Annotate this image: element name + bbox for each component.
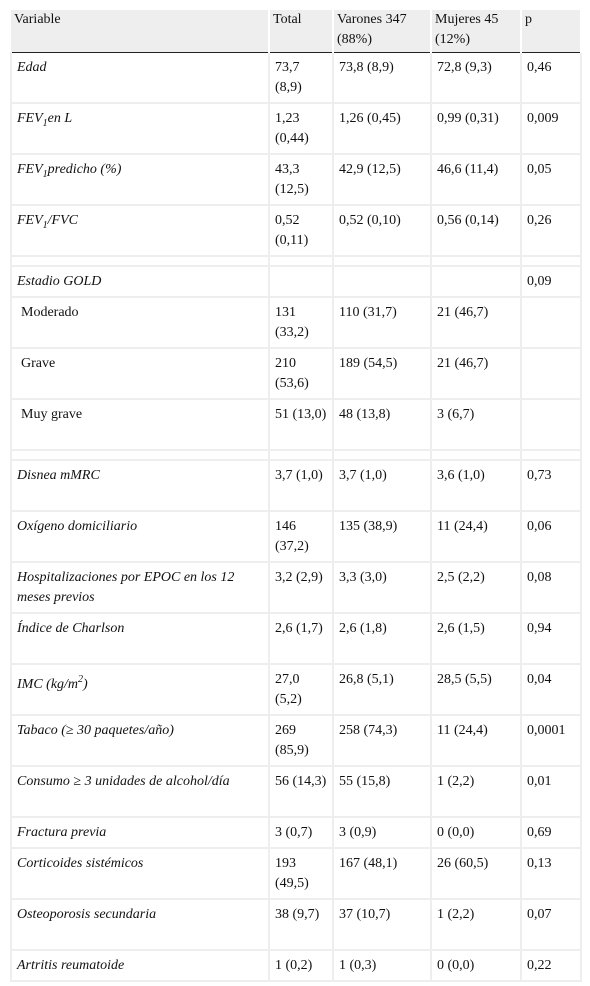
cell-p: 0,01	[521, 766, 581, 817]
header-women: Mujeres 45 (12%)	[431, 10, 521, 53]
row-label: Corticoides sistémicos	[11, 848, 269, 899]
cell-total: 210 (53,6)	[269, 348, 333, 399]
row-label: Moderado	[11, 297, 269, 348]
cell-p: 0,009	[521, 103, 581, 154]
table-row	[11, 899, 581, 950]
cell-women: 28,5 (5,5)	[431, 664, 521, 715]
cell-total: 193 (49,5)	[269, 848, 333, 899]
cell-p: 0,73	[521, 460, 581, 511]
cell-men: 258 (74,3)	[333, 715, 431, 766]
cell-p: 0,13	[521, 848, 581, 899]
table-row	[11, 266, 581, 297]
table-row	[11, 562, 581, 613]
row-label: $FEV_1$/FVC	[11, 205, 269, 256]
row-label: IMC $(kg/m^2)$	[11, 664, 269, 715]
cell-p	[521, 348, 581, 399]
cell-women: 46,6 (11,4)	[431, 154, 521, 205]
row-label: Disnea mMRC	[11, 460, 269, 511]
cell-total: 27,0 (5,2)	[269, 664, 333, 715]
table-row	[11, 53, 581, 104]
cell-total: 73,7 (8,9)	[269, 53, 333, 104]
table-row	[11, 205, 581, 256]
table-header	[11, 10, 581, 53]
row-label: Estadio GOLD	[11, 266, 269, 297]
cell-men	[333, 266, 431, 297]
table-row	[11, 766, 581, 817]
header-variable: Variable	[11, 10, 269, 53]
row-label: Edad	[11, 53, 269, 104]
cell-total	[269, 266, 333, 297]
cell-men: 48 (13,8)	[333, 399, 431, 450]
cell-total: 3,2 (2,9)	[269, 562, 333, 613]
cell-women: 0,99 (0,31)	[431, 103, 521, 154]
table-row	[11, 613, 581, 664]
cell-p: 0,05	[521, 154, 581, 205]
cell-men: 135 (38,9)	[333, 511, 431, 562]
cell-women	[431, 266, 521, 297]
cell-men: 55 (15,8)	[333, 766, 431, 817]
cell-total: 51 (13,0)	[269, 399, 333, 450]
cell-men: 110 (31,7)	[333, 297, 431, 348]
cell-total: 146 (37,2)	[269, 511, 333, 562]
header-men: Varones 347 (88%)	[333, 10, 431, 53]
cell-total: 3,7 (1,0)	[269, 460, 333, 511]
table-body	[11, 53, 581, 982]
table-row	[11, 817, 581, 848]
table-row	[11, 950, 581, 981]
table-row	[11, 715, 581, 766]
cell-p: 0,26	[521, 205, 581, 256]
cell-p	[521, 399, 581, 450]
table-row	[11, 297, 581, 348]
cell-total: 3 (0,7)	[269, 817, 333, 848]
cell-total: 38 (9,7)	[269, 899, 333, 950]
cell-p: 0,69	[521, 817, 581, 848]
cell-p: 0,04	[521, 664, 581, 715]
cell-p: 0,22	[521, 950, 581, 981]
cell-p: 0,94	[521, 613, 581, 664]
table-row	[11, 348, 581, 399]
data-table-container	[10, 10, 580, 982]
cell-men: 3,3 (3,0)	[333, 562, 431, 613]
separator-row	[11, 450, 581, 460]
cell-women: 21 (46,7)	[431, 348, 521, 399]
header-p: p	[521, 10, 581, 53]
cell-women: 0 (0,0)	[431, 950, 521, 981]
row-label: Fractura previa	[11, 817, 269, 848]
cell-p: 0,0001	[521, 715, 581, 766]
header-row	[11, 10, 581, 53]
cell-total: 0,52 (0,11)	[269, 205, 333, 256]
cell-women: 3,6 (1,0)	[431, 460, 521, 511]
cell-women: 0 (0,0)	[431, 817, 521, 848]
cell-men: 189 (54,5)	[333, 348, 431, 399]
cell-total: 2,6 (1,7)	[269, 613, 333, 664]
row-label: Osteoporosis secundaria	[11, 899, 269, 950]
cell-p: 0,09	[521, 266, 581, 297]
cell-men: 2,6 (1,8)	[333, 613, 431, 664]
cell-total: 1 (0,2)	[269, 950, 333, 981]
cell-p: 0,46	[521, 53, 581, 104]
cell-women: 2,6 (1,5)	[431, 613, 521, 664]
cell-women: 1 (2,2)	[431, 766, 521, 817]
cell-p: 0,07	[521, 899, 581, 950]
cell-women: 3 (6,7)	[431, 399, 521, 450]
cell-men: 3,7 (1,0)	[333, 460, 431, 511]
table-row	[11, 399, 581, 450]
cell-total: 131 (33,2)	[269, 297, 333, 348]
cell-men: 73,8 (8,9)	[333, 53, 431, 104]
row-label: Artritis reumatoide	[11, 950, 269, 981]
cell-women: 72,8 (9,3)	[431, 53, 521, 104]
cell-p: 0,08	[521, 562, 581, 613]
cell-men: 42,9 (12,5)	[333, 154, 431, 205]
row-label: Muy grave	[11, 399, 269, 450]
cell-men: 37 (10,7)	[333, 899, 431, 950]
table-row	[11, 511, 581, 562]
cell-p	[521, 297, 581, 348]
cell-women: 21 (46,7)	[431, 297, 521, 348]
row-label: Índice de Charlson	[11, 613, 269, 664]
row-label: Tabaco (≥ 30 paquetes/año)	[11, 715, 269, 766]
cell-total: 43,3 (12,5)	[269, 154, 333, 205]
row-label: $FEV_1predicho$ (%)	[11, 154, 269, 205]
cell-women: 0,56 (0,14)	[431, 205, 521, 256]
separator-row	[11, 256, 581, 266]
table-row	[11, 460, 581, 511]
cell-men: 0,52 (0,10)	[333, 205, 431, 256]
cell-women: 1 (2,2)	[431, 899, 521, 950]
cell-women: 11 (24,4)	[431, 715, 521, 766]
row-label: Hospitalizaciones por EPOC en los 12 meses previos	[11, 562, 269, 613]
cell-women: 2,5 (2,2)	[431, 562, 521, 613]
row-label: $FEV_1en$ L	[11, 103, 269, 154]
table-row	[11, 848, 581, 899]
row-label: Consumo ≥ 3 unidades de alcohol/día	[11, 766, 269, 817]
cell-men: 1 (0,3)	[333, 950, 431, 981]
patient-characteristics-table	[10, 10, 582, 982]
cell-men: 167 (48,1)	[333, 848, 431, 899]
cell-total: 1,23 (0,44)	[269, 103, 333, 154]
header-total: Total	[269, 10, 333, 53]
cell-total: 56 (14,3)	[269, 766, 333, 817]
row-label: Grave	[11, 348, 269, 399]
cell-men: 26,8 (5,1)	[333, 664, 431, 715]
cell-men: 1,26 (0,45)	[333, 103, 431, 154]
table-row	[11, 103, 581, 154]
cell-total: 269 (85,9)	[269, 715, 333, 766]
cell-women: 26 (60,5)	[431, 848, 521, 899]
cell-women: 11 (24,4)	[431, 511, 521, 562]
cell-p: 0,06	[521, 511, 581, 562]
row-label: Oxígeno domiciliario	[11, 511, 269, 562]
table-row	[11, 664, 581, 715]
table-row	[11, 154, 581, 205]
cell-men: 3 (0,9)	[333, 817, 431, 848]
